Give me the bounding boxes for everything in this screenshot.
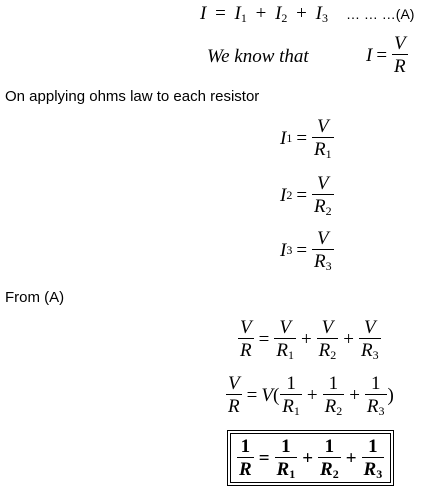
numerator: V bbox=[363, 317, 376, 338]
denominator: R bbox=[366, 396, 379, 417]
fraction-v-over-r bbox=[392, 34, 408, 76]
equals-sign: = bbox=[258, 328, 270, 350]
equals-sign: = bbox=[296, 127, 308, 149]
equation-i1: I 1 = $\frac{V}{R_1}$ bbox=[280, 116, 332, 161]
fraction-3 bbox=[359, 318, 381, 360]
fraction-2 bbox=[318, 437, 341, 479]
numerator: 1 bbox=[281, 436, 291, 457]
fraction-1 bbox=[274, 318, 296, 360]
symbol-i3: I bbox=[315, 3, 322, 24]
fraction bbox=[312, 117, 334, 159]
equals-sign: = bbox=[215, 3, 226, 24]
subscript: 2 bbox=[332, 467, 339, 481]
numerator: V bbox=[317, 228, 329, 249]
equation-total-current bbox=[200, 4, 328, 23]
plus-sign: + bbox=[306, 384, 318, 406]
equation-final bbox=[230, 433, 391, 483]
plus-sign: + bbox=[296, 3, 307, 24]
equals-sign: = bbox=[258, 447, 270, 469]
numerator: V bbox=[279, 317, 291, 338]
numerator: V bbox=[240, 317, 252, 338]
plus-sign: + bbox=[345, 447, 357, 469]
paragraph-from-a: From (A) bbox=[5, 289, 65, 306]
denominator: R bbox=[360, 340, 373, 361]
fraction-1 bbox=[275, 437, 298, 479]
equation-i2: I 2 = $\frac{V}{R_2}$ bbox=[280, 173, 332, 218]
fraction-2 bbox=[323, 374, 345, 416]
symbol-i: I bbox=[280, 127, 287, 149]
equals-sign: = bbox=[296, 239, 308, 261]
denominator: R bbox=[276, 340, 288, 361]
numerator: 1 bbox=[324, 436, 335, 457]
numerator: 1 bbox=[368, 436, 378, 457]
numerator: 1 bbox=[328, 373, 339, 394]
fraction-2 bbox=[317, 318, 339, 360]
denominator: R bbox=[276, 459, 290, 480]
equation-substituted bbox=[237, 318, 382, 360]
subscript: 2 bbox=[330, 348, 337, 362]
equation-i3: I 3 = $\frac{V}{R_3}$ bbox=[280, 228, 332, 273]
denominator: R bbox=[240, 340, 252, 361]
numerator: V bbox=[317, 116, 329, 137]
subscript-1: 1 bbox=[240, 11, 247, 25]
subscript-2: 2 bbox=[281, 11, 288, 25]
numerator: 1 bbox=[240, 436, 251, 457]
equals-sign: = bbox=[296, 184, 308, 206]
symbol-i2: I bbox=[275, 3, 282, 24]
numerator: 1 bbox=[286, 373, 296, 394]
final-result-box bbox=[227, 430, 394, 486]
subscript: 3 bbox=[325, 259, 332, 273]
equation-ohms-law bbox=[366, 34, 409, 76]
symbol-v: V bbox=[261, 384, 273, 406]
fraction-lhs bbox=[238, 318, 254, 360]
denominator: R bbox=[228, 396, 240, 417]
subscript: 1 bbox=[325, 147, 332, 161]
equals-sign: = bbox=[376, 44, 388, 66]
denominator: R bbox=[314, 196, 326, 217]
numerator: 1 bbox=[370, 373, 381, 394]
symbol-i: I bbox=[280, 239, 287, 261]
symbol-i: I bbox=[366, 44, 373, 66]
denominator: R bbox=[314, 139, 326, 160]
paragraph-ohms-law: On applying ohms law to each resistor bbox=[5, 88, 260, 105]
fraction-3 bbox=[365, 374, 387, 416]
plus-sign: + bbox=[349, 384, 360, 406]
fraction-1 bbox=[280, 374, 302, 416]
denominator: R bbox=[314, 251, 326, 272]
subscript: 3 bbox=[372, 348, 379, 362]
denominator: R bbox=[320, 459, 333, 480]
subscript: 1 bbox=[293, 404, 300, 418]
fraction-3 bbox=[362, 437, 385, 479]
equation-factored bbox=[225, 374, 394, 416]
subscript: 3 bbox=[378, 404, 385, 418]
left-paren: ( bbox=[272, 384, 280, 406]
fraction bbox=[312, 229, 334, 271]
subscript-3: 3 bbox=[321, 11, 328, 25]
plus-sign: + bbox=[343, 328, 354, 350]
denominator: R bbox=[324, 396, 337, 417]
numerator: V bbox=[317, 173, 329, 194]
numerator: V bbox=[228, 373, 240, 394]
numerator: V bbox=[321, 317, 334, 338]
denominator: R bbox=[318, 340, 331, 361]
subscript: 1 bbox=[289, 467, 296, 481]
symbol-i: I bbox=[280, 184, 287, 206]
we-know-that-text: We know that bbox=[207, 46, 309, 67]
right-paren: ) bbox=[387, 384, 394, 406]
equation-tag-a: … … …(A) bbox=[346, 6, 415, 22]
subscript: 2 bbox=[325, 204, 332, 218]
symbol-i: I bbox=[200, 3, 207, 24]
plus-sign: + bbox=[302, 447, 314, 469]
plus-sign: + bbox=[255, 3, 267, 24]
denominator: R bbox=[394, 56, 406, 77]
numerator: V bbox=[394, 33, 406, 54]
fraction-lhs bbox=[226, 374, 242, 416]
fraction-lhs bbox=[237, 437, 254, 479]
plus-sign: + bbox=[300, 328, 312, 350]
subscript: 2 bbox=[336, 404, 343, 418]
subscript: 3 bbox=[376, 467, 383, 481]
symbol-i1: I bbox=[234, 3, 241, 24]
fraction bbox=[312, 174, 334, 216]
denominator: R bbox=[239, 459, 252, 480]
equals-sign: = bbox=[246, 384, 258, 406]
denominator: R bbox=[363, 459, 377, 480]
denominator: R bbox=[282, 396, 294, 417]
subscript: 1 bbox=[287, 348, 294, 362]
